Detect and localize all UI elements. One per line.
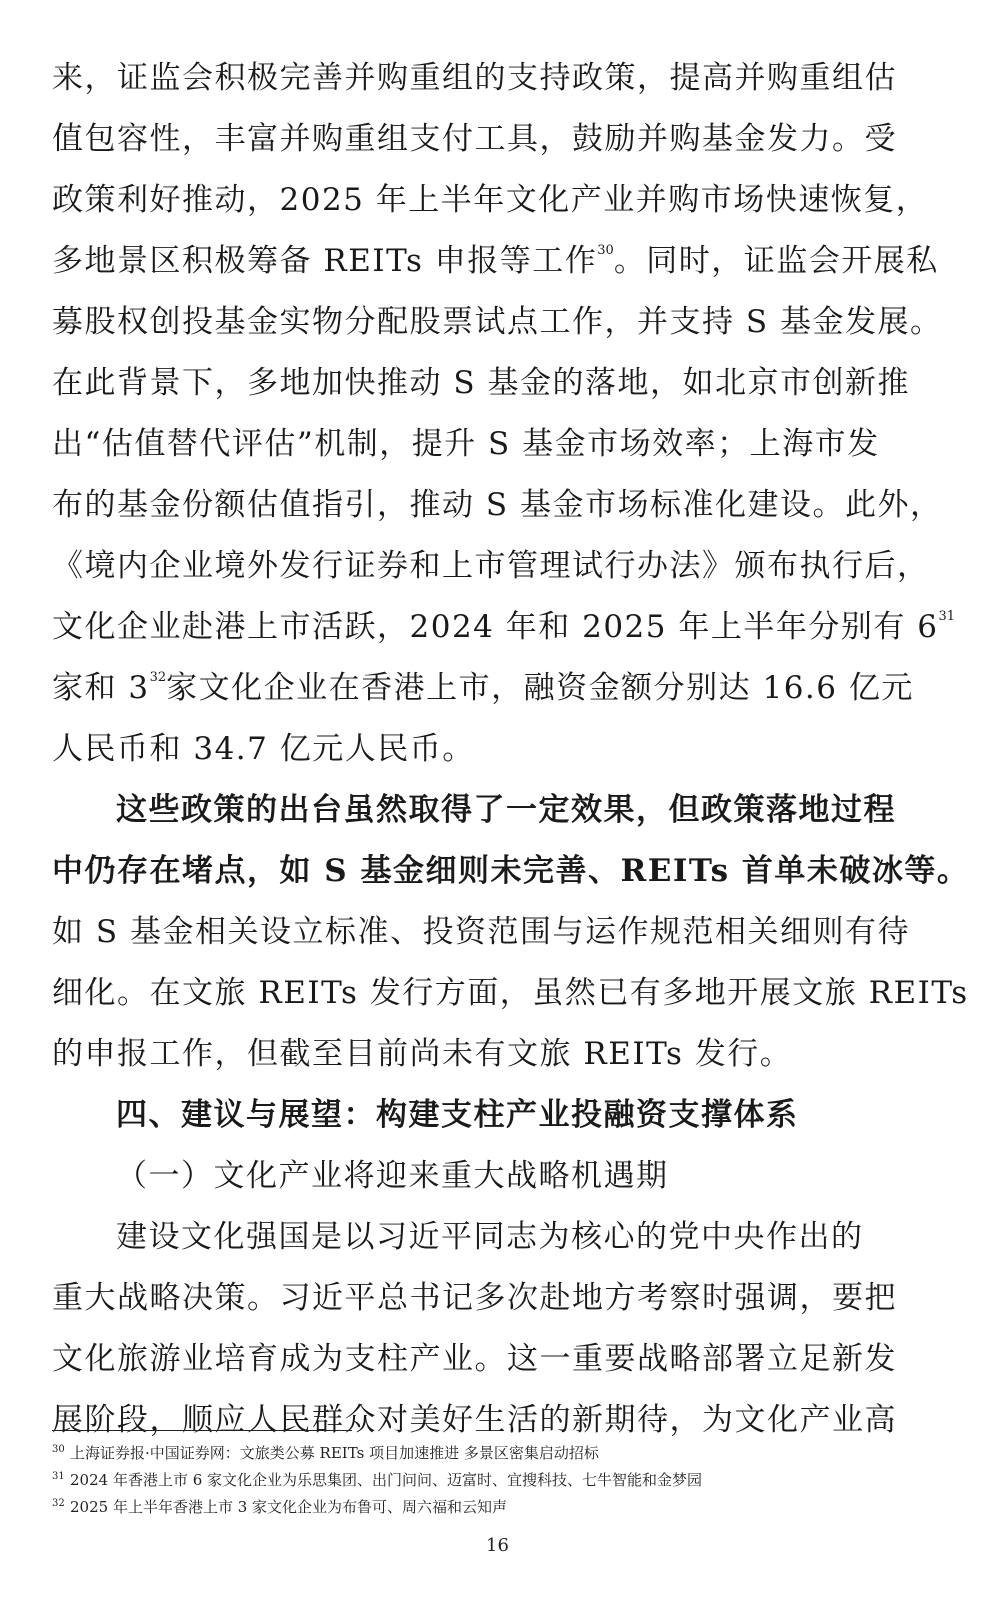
footnote-text: 2025 年上半年香港上市 3 家文化企业为布鲁可、周六福和云知声 bbox=[70, 1498, 508, 1516]
text-line: 在此背景下，多地加快推动 S 基金的落地，如北京市创新推 bbox=[52, 365, 910, 401]
text-line: 展阶段，顺应人民群众对美好生活的新期待，为文化产业高 bbox=[52, 1402, 897, 1438]
text-segment: 文化企业赴港上市活跃，2024 年和 2025 年上半年分别有 6 bbox=[52, 609, 939, 645]
footnote-text: 上海证券报·中国证券网：文旅类公募 REITs 项目加速推进 多景区密集启动招标 bbox=[70, 1444, 599, 1462]
footnote-ref-32: 32 bbox=[149, 670, 167, 685]
paragraph-policy-support bbox=[52, 48, 955, 780]
paragraph-strategic-opportunity bbox=[52, 1207, 942, 1451]
paragraph-bottlenecks bbox=[52, 780, 970, 1085]
text-line: 来，证监会积极完善并购重组的支持政策，提高并购重组估 bbox=[52, 60, 897, 96]
subsection-heading: （一）文化产业将迎来重大战略机遇期 bbox=[116, 1158, 669, 1194]
footnote-30: 30 上海证券报·中国证券网：文旅类公募 REITs 项目加速推进 多景区密集启动招标 bbox=[52, 1444, 599, 1462]
footnote-ref-31: 31 bbox=[938, 609, 955, 624]
text-line: 的申报工作，但截至目前尚未有文旅 REITs 发行。 bbox=[52, 1036, 793, 1072]
page-number: 16 bbox=[486, 1535, 509, 1556]
text-line: 文化旅游业培育成为支柱产业。这一重要战略部署立足新发 bbox=[52, 1341, 897, 1377]
text-line: 细化。在文旅 REITs 发行方面，虽然已有多地开展文旅 REITs bbox=[52, 975, 969, 1011]
footnote-32: 32 2025 年上半年香港上市 3 家文化企业为布鲁可、周六福和云知声 bbox=[52, 1498, 508, 1516]
bold-text-line: 这些政策的出台虽然取得了一定效果，但政策落地过程 bbox=[116, 792, 896, 828]
text-line: 出“估值替代评估”机制，提升 S 基金市场效率；上海市发 bbox=[52, 426, 880, 462]
bold-text-line: 中仍存在堵点，如 S 基金细则未完善、REITs 首单未破冰等。 bbox=[52, 853, 970, 889]
text-segment: 多地景区积极筹备 REITs 申报等工作 bbox=[52, 243, 598, 279]
text-line: 人民币和 34.7 亿元人民币。 bbox=[52, 731, 475, 767]
text-line bbox=[52, 658, 942, 719]
text-line: 《境内企业境外发行证券和上市管理试行办法》颁布执行后， bbox=[52, 548, 930, 584]
text-line bbox=[52, 597, 955, 658]
text-line: 如 S 基金相关设立标准、投资范围与运作规范相关细则有待 bbox=[52, 914, 910, 950]
footnote-ref-30: 30 bbox=[597, 243, 614, 258]
section-heading: 四、建议与展望：构建支柱产业投融资支撑体系 bbox=[116, 1097, 799, 1133]
text-line bbox=[52, 231, 942, 292]
text-line: 建设文化强国是以习近平同志为核心的党中央作出的 bbox=[116, 1219, 864, 1255]
body-text bbox=[52, 48, 970, 1451]
text-segment: 家文化企业在香港上市，融资金额分别达 16.6 亿元 bbox=[166, 670, 914, 706]
text-line: 重大战略决策。习近平总书记多次赴地方考察时强调，要把 bbox=[52, 1280, 897, 1316]
text-line: 布的基金份额估值指引，推动 S 基金市场标准化建设。此外， bbox=[52, 487, 943, 523]
text-segment: 。同时，证监会开展私 bbox=[613, 243, 939, 279]
text-line: 政策利好推动，2025 年上半年文化产业并购市场快速恢复， bbox=[52, 182, 929, 218]
text-segment: 家和 3 bbox=[52, 670, 150, 706]
footnotes bbox=[52, 1440, 942, 1521]
footnote-31: 31 2024 年香港上市 6 家文化企业为乐思集团、出门问问、迈富时、宜搜科技、七牛智能和金梦园 bbox=[52, 1471, 703, 1489]
footnote-text: 2024 年香港上市 6 家文化企业为乐思集团、出门问问、迈富时、宜搜科技、七牛智能和金梦园 bbox=[70, 1471, 703, 1489]
text-line: 募股权创投基金实物分配股票试点工作，并支持 S 基金发展。 bbox=[52, 304, 943, 340]
text-line: 值包容性，丰富并购重组支付工具，鼓励并购基金发力。受 bbox=[52, 121, 897, 157]
footnote-divider bbox=[52, 1430, 352, 1431]
